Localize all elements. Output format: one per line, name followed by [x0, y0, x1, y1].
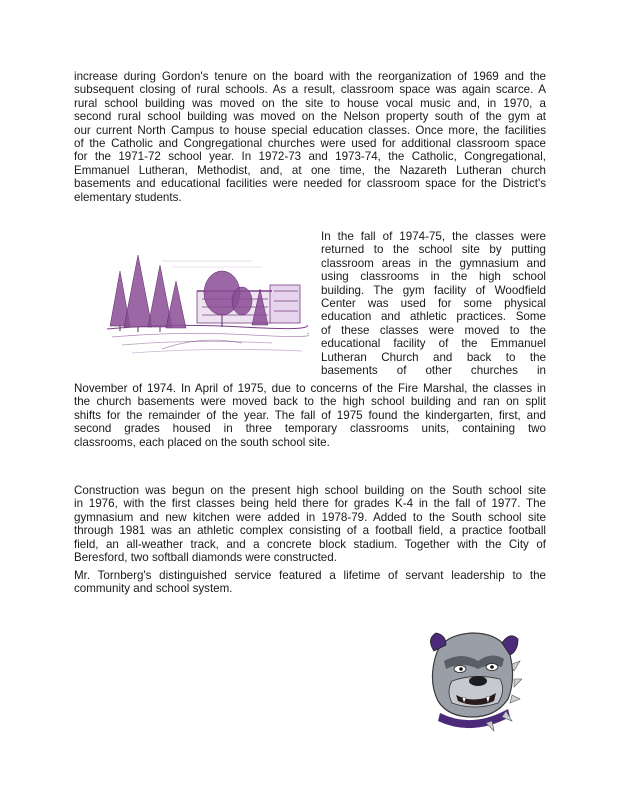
text-line: basements and educational facilities were needed for classroom space for the District's — [74, 177, 546, 191]
text-line: elementary students. — [74, 190, 182, 204]
text-line: subsequent closing of rural schools. As a result, classroom space was again scarce. A — [74, 83, 546, 97]
text-line: through 1981 was an athletic complex consisting of a football field, a practice football — [74, 524, 546, 538]
text-line: of these classes were moved to the — [321, 323, 546, 337]
text-line: Mr. Tornberg's distinguished service featured a lifetime of servant leadership to the — [74, 569, 546, 582]
paragraph-3 — [74, 484, 546, 564]
text-line: Emmanuel Lutheran, Methodist, and, at one time, the Nazareth Lutheran church — [74, 163, 546, 177]
text-line: second rural school building was moved on the Nelson property south of the gym at — [74, 110, 546, 124]
text-line: the church basements were moved back to the high school building and ran on split — [74, 395, 546, 409]
text-line: educational facility of the Emmanuel — [321, 337, 546, 351]
text-line: building. The gym facility of Woodfield — [321, 283, 546, 297]
text-line: basements of other churches in — [321, 364, 546, 378]
text-line: our current North Campus to house special education classes. Once more, the facilities — [74, 123, 546, 137]
paragraph-1 — [74, 70, 546, 204]
text-line: rural school building was moved on the site to house vocal music and, in 1970, a — [74, 96, 546, 110]
text-line: Beresford, two softball diamonds were constructed. — [74, 551, 337, 565]
text-line: November of 1974. In April of 1975, due to concerns of the Fire Marshal, the classes in — [74, 382, 546, 395]
school-building-sketch — [102, 231, 309, 361]
text-line: Lutheran Church and back to the — [321, 350, 546, 364]
text-line: In the fall of 1974-75, the classes were — [321, 230, 546, 243]
text-line: classroom areas in the gymnasium and — [321, 256, 546, 270]
text-line: increase during Gordon's tenure on the board with the reorganization of 1969 and the — [74, 70, 546, 83]
paragraph-4 — [74, 569, 546, 596]
text-line: in 1976, with the first classes being held there for grades K-4 in the fall of 1977. The — [74, 497, 546, 511]
text-line: returned to the school site by putting — [321, 243, 546, 257]
paragraph-2-continued — [74, 382, 546, 449]
bulldog-mascot-logo — [422, 625, 522, 733]
text-line: of the Catholic and Congregational churches were used for additional classroom space — [74, 137, 546, 151]
text-line: Center was used for some physical — [321, 297, 546, 311]
text-line: field, an all-weather track, and a concrete block stadium. Together with the City of — [74, 537, 546, 551]
text-line: education and athletic practices. Some — [321, 310, 546, 324]
paragraph-2-side — [321, 230, 546, 377]
text-line: for the 1971-72 school year. In 1972-73 and 1973-74, the Catholic, Congregational, — [74, 150, 546, 164]
text-line: using classrooms in the high school — [321, 270, 546, 284]
text-line: shifts for the remainder of the year. The fall of 1975 found the kindergarten, first, and — [74, 408, 546, 422]
text-line: community and school system. — [74, 582, 233, 596]
text-line: Construction was begun on the present high school building on the South school site — [74, 484, 546, 497]
text-line: second grades housed in three temporary classrooms units, containing two — [74, 422, 546, 436]
text-line: classrooms, each placed on the south school site. — [74, 435, 330, 449]
text-line: gymnasium and new kitchen were added in 1978-79. Added to the South school site — [74, 510, 546, 524]
